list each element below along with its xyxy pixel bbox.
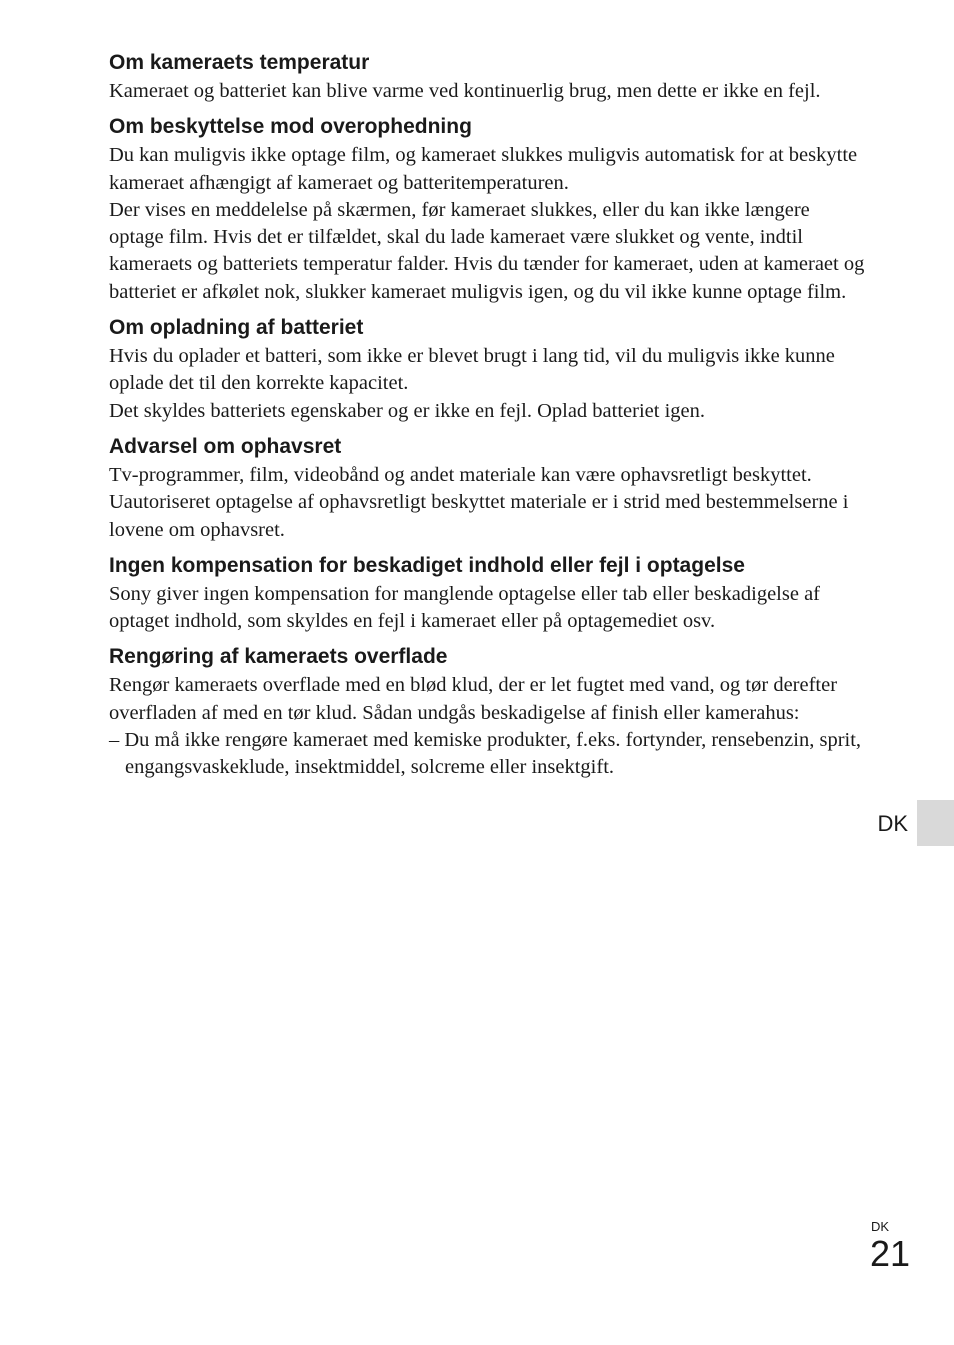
page-number: 21 bbox=[870, 1233, 911, 1274]
section-paragraph: Sony giver ingen kompensation for manglende optagelse eller tab eller beskadigelse af optaget indhold, som skyldes en fejl i kameraet eller på optagemediet osv. bbox=[109, 582, 821, 633]
page-language-code: DK bbox=[871, 1219, 890, 1234]
section-paragraph: Du kan muligvis ikke optage film, og kameraet slukkes muligvis automatisk for at beskytte kameraet afhængigt af kameraet og batteritemperaturen. bbox=[109, 144, 858, 194]
section-heading: Om kameraets temperatur bbox=[109, 51, 370, 74]
language-side-tab bbox=[917, 800, 954, 846]
page-content bbox=[109, 48, 869, 782]
section-heading: Advarsel om ophavsret bbox=[109, 434, 342, 458]
section-temperature bbox=[109, 48, 869, 105]
section-heading: Om beskyttelse mod overophedning bbox=[109, 115, 472, 139]
section-paragraph: Det skyldes batteriets egenskaber og er ikke en fejl. Oplad batteriet igen. bbox=[109, 399, 705, 422]
section-heading: Ingen kompensation for beskadiget indhold eller fejl i optagelse bbox=[109, 553, 745, 577]
section-heading: Om opladning af batteriet bbox=[109, 316, 364, 340]
section-overheating bbox=[109, 112, 869, 306]
section-paragraph: Der vises en meddelelse på skærmen, før kameraet slukkes, eller du kan ikke længere optage film. Hvis det er tilfældet, skal du lade kameraet være slukket og vente, indtil kameraets og batteriets temperatur falder. Hvis du tænder for kameraet, uden at kameraet og batteriet er afkølet nok, slukker kameraet muligvis igen, og du vil ikke kunne optage film. bbox=[109, 198, 865, 303]
section-charging bbox=[109, 313, 869, 425]
section-copyright bbox=[109, 432, 869, 544]
language-side-tab-label: DK bbox=[877, 811, 908, 836]
section-paragraph: Hvis du oplader et batteri, som ikke er blevet brugt i lang tid, vil du muligvis ikke kunne oplade det til den korrekte kapacitet. bbox=[109, 345, 835, 395]
bullet-item: – Du må ikke rengøre kameraet med kemiske produkter, f.eks. fortynder, rensebenzin, sprit, engangsvaskeklude, insektmiddel, solcreme eller insektgift. bbox=[109, 729, 862, 779]
section-cleaning bbox=[109, 642, 869, 781]
section-paragraph: Tv-programmer, film, videobånd og andet materiale kan være ophavsretligt beskyttet. Uautoriseret optagelse af ophavsretligt beskyttet materiale er i strid med bestemmelserne i lovene om ophavsret. bbox=[109, 463, 849, 541]
section-paragraph: Rengør kameraets overflade med en blød klud, der er let fugtet med vand, og tør derefter overfladen af med en tør klud. Sådan undgås beskadigelse af finish eller kamerahus: bbox=[109, 674, 838, 724]
section-compensation bbox=[109, 551, 869, 636]
section-paragraph: Kameraet og batteriet kan blive varme ved kontinuerlig brug, men dette er ikke en fejl. bbox=[109, 80, 821, 102]
section-heading: Rengøring af kameraets overflade bbox=[109, 645, 448, 669]
